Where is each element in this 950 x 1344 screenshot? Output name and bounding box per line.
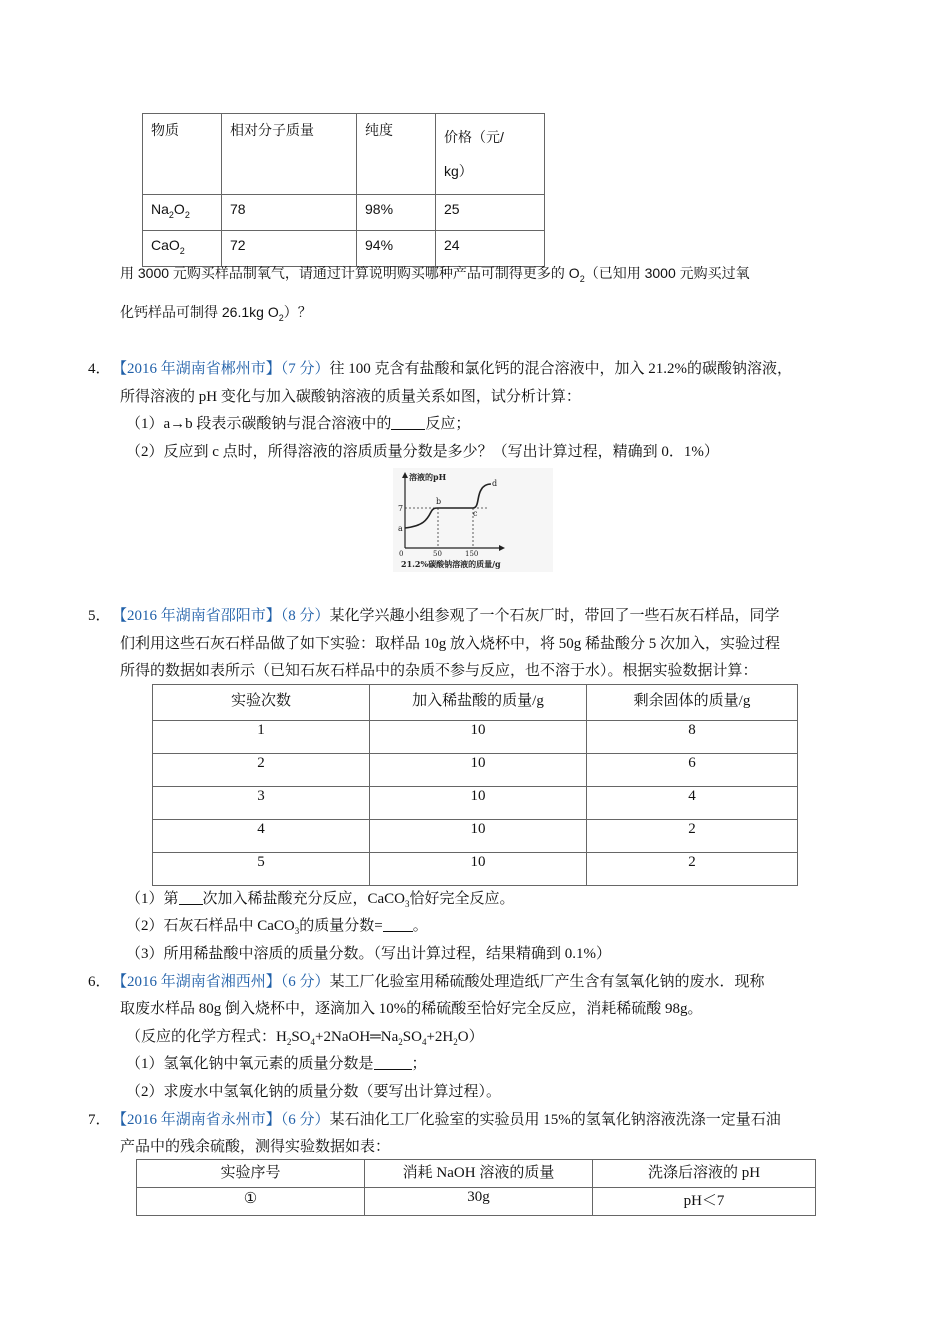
point-a-label: a [398,524,403,533]
table-cell: 10 [370,754,587,787]
price-cell: 25 [436,195,545,231]
header-trial: 实验次数 [153,685,370,721]
table-row [143,231,545,267]
x-axis-label: 21.2%碳酸钠溶液的质量/g [401,559,501,569]
table-cell: pH＜7 [593,1188,816,1216]
mass-cell: 72 [222,231,357,267]
q4-source-tag: 【2016 年湖南省郴州市】 [112,361,281,377]
header-purity: 纯度 [357,114,436,195]
table-cell: 30g [365,1188,593,1216]
table-cell: 4 [153,820,370,853]
q5-sub1: （1）第 次加入稀盐酸充分反应，CaCO$_3$恰好完全反应。 [126,891,515,909]
q4-line2: 所得溶液的 pH 变化与加入碳酸钠溶液的质量关系如图，试分析计算： [120,389,581,405]
q7-source-tag: 【2016 年湖南省永州市】 [112,1112,281,1128]
table-cell: 5 [153,853,370,886]
table-row [153,853,798,886]
q4-sub2: （2）反应到 c 点时，所得溶液的溶质质量分数是多少？（写出计算过程，精确到 0．1%） [126,444,719,460]
q4-line1: 【2016 年湖南省郴州市】（7 分）往 100 克含有盐酸和氯化钙的混合溶液中，加入 21.2%的碳酸钠溶液， [112,361,793,377]
mass-cell: 78 [222,195,357,231]
ph7-label: 7 [398,504,404,513]
answer-blank[interactable] [179,890,203,905]
q6-number: 6． [88,974,111,990]
naoh-table [136,1159,816,1216]
purity-cell: 98% [357,195,436,231]
table-cell: 4 [587,787,798,820]
header-molar-mass: 相对分子质量 [222,114,357,195]
formula-cell: $Na_2O_2$ [143,195,222,231]
table-row [153,754,798,787]
table-row [143,195,545,231]
q5-line2: 们利用这些石灰石样品做了如下实验：取样品 10g 放入烧杯中，将 50g 稀盐酸分 5 次加入，实验过程 [120,636,781,652]
purity-cell: 94% [357,231,436,267]
q5-sub3: （3）所用稀盐酸中溶质的质量分数。（写出计算过程，结果精确到 0.1%） [126,946,611,962]
q7-line2: 产品中的残余硫酸，测得实验数据如表： [120,1139,391,1155]
experiment-table [152,684,798,886]
q6-line1: 【2016 年湖南省湘西州】（6 分）某工厂化验室用稀硫酸处理造纸厂产生含有氢氧化钠的废水．现称 [112,974,765,990]
q6-sub2: （2）求废水中氢氧化钠的质量分数（要写出计算过程）。 [126,1084,502,1100]
q6-sub1: （1）氢氧化钠中氧元素的质量分数是 ； [126,1056,427,1072]
purchase-table [142,113,545,267]
table-row [153,820,798,853]
q5-sub2: （2）石灰石样品中 CaCO$_3$的质量分数= 。 [126,918,428,936]
q6-source-tag: 【2016 年湖南省湘西州】 [112,974,281,990]
q5-line1: 【2016 年湖南省邵阳市】（8 分）某化学兴趣小组参观了一个石灰厂时，带回了一些石灰石样品，同学 [112,608,780,624]
formula-cell: CaO$_2$ [143,231,222,267]
table-cell: 2 [153,754,370,787]
q5-score: （8 分） [280,608,330,624]
table-cell: 10 [370,853,587,886]
y-axis-label: 溶液的pH [409,472,447,482]
q6-line2: 取废水样品 80g 倒入烧杯中，逐滴加入 10%的稀硫酸至恰好完全反应，消耗稀硫酸 98g。 [120,1001,703,1017]
q3-line1: 用 3000 元购买样品制氧气，请通过计算说明购买哪种产品可制得更多的 $O_2$（已知用 3000 元购买过氧 [120,265,750,284]
answer-blank[interactable] [383,917,413,932]
origin-label: 0 [399,550,404,558]
point-c-label: c [473,509,478,518]
table-cell: 3 [153,787,370,820]
q4-score: （7 分） [280,361,330,377]
table-cell: 10 [370,721,587,754]
table-row [153,721,798,754]
x150-label: 150 [465,550,479,558]
q5-line3: 所得的数据如表所示（已知石灰石样品中的杂质不参与反应，也不溶于水）。根据实验数据计算： [120,663,758,679]
header-substance: 物质 [143,114,222,195]
header-naoh-mass: 消耗 NaOH 溶液的质量 [365,1160,593,1188]
q3-line2: 化钙样品可制得 26.1kg $O_2$）？ [120,304,312,323]
point-d-label: d [492,479,498,488]
table-cell: 2 [587,820,798,853]
point-b-label: b [436,497,442,506]
price-cell: 24 [436,231,545,267]
table-cell: 10 [370,820,587,853]
q7-score: （6 分） [280,1112,330,1128]
q4-sub1: （1）a→b 段表示碳酸钠与混合溶液中的 反应； [126,416,471,432]
table-cell: 6 [587,754,798,787]
q6-equation: （反应的化学方程式：$H_2SO_4+2NaOH═Na_2SO_4+2H_2O$） [126,1029,484,1047]
header-sample-no: 实验序号 [137,1160,365,1188]
header-price: 价格（元/ kg） [436,114,545,195]
header-acid-added: 加入稀盐酸的质量/g [370,685,587,721]
answer-blank[interactable] [374,1055,412,1070]
q7-line1: 【2016 年湖南省永州市】（6 分）某石油化工厂化验室的实验员用 15%的氢氧化钠溶液洗涤一定量石油 [112,1112,781,1128]
answer-blank[interactable] [391,415,425,430]
q5-source-tag: 【2016 年湖南省邵阳市】 [112,608,281,624]
table-row [137,1188,816,1216]
q6-score: （6 分） [280,974,330,990]
ph-graph [393,468,553,572]
table-cell: ① [137,1188,365,1216]
q5-number: 5． [88,608,111,624]
table-row [153,787,798,820]
table-cell: 1 [153,721,370,754]
q7-number: 7． [88,1112,111,1128]
header-solid-remaining: 剩余固体的质量/g [587,685,798,721]
x50-label: 50 [433,550,442,558]
q4-number: 4． [88,361,111,377]
table-cell: 10 [370,787,587,820]
table-cell: 2 [587,853,798,886]
table-cell: 8 [587,721,798,754]
header-ph: 洗涤后溶液的 pH [593,1160,816,1188]
